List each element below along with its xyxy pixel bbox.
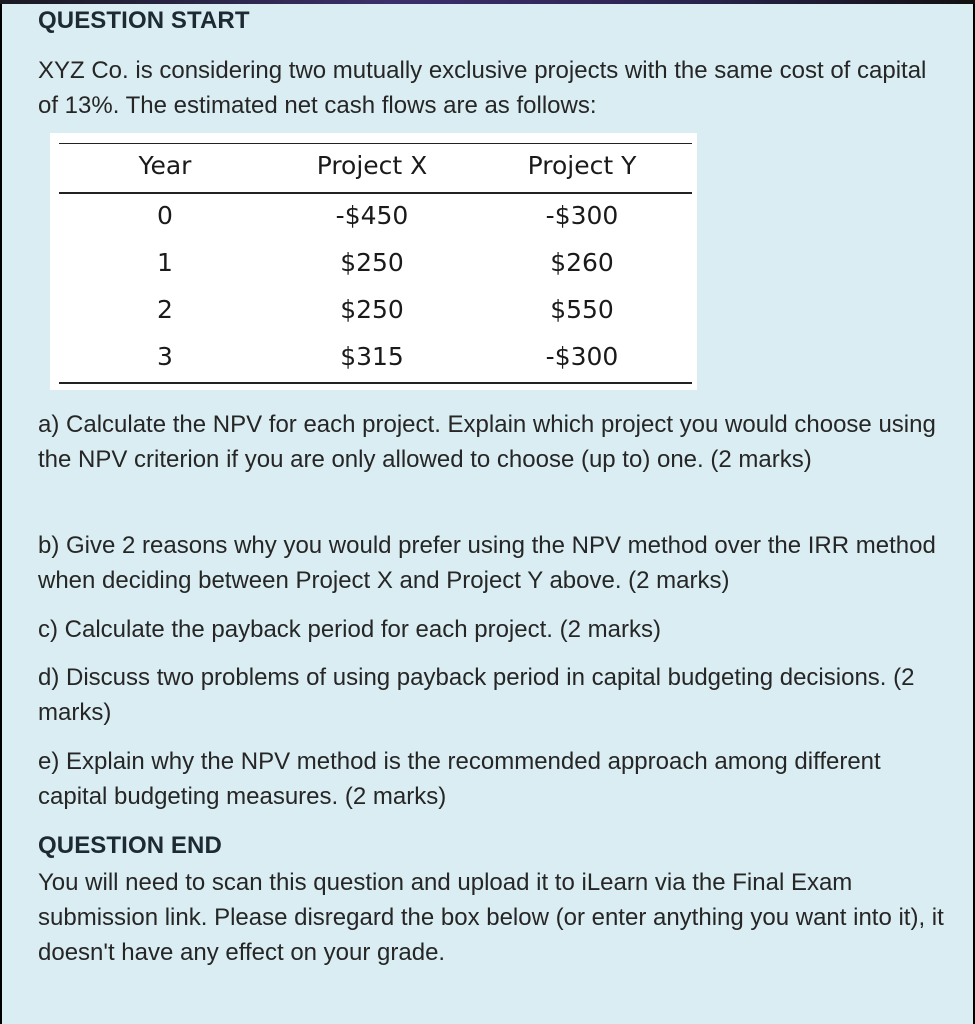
intro-text: XYZ Co. is considering two mutually exclusive projects with the same cost of capital of 13%. The estimated net cash flows are as follows: [38, 57, 927, 119]
table-cell-year: 1 [157, 248, 173, 277]
table-cell-project-x: -$450 [335, 201, 409, 230]
table-cell-year: 0 [157, 201, 173, 230]
question-d: d) Discuss two problems of using payback period in capital budgeting decisions. (2 marks) [38, 664, 915, 726]
question-a: a) Calculate the NPV for each project. Explain which project you would choose using the NPV criterion if you are only allowed to choose (up to) one. (2 marks) [38, 411, 936, 473]
table-header-rule [59, 192, 692, 194]
table-cell-project-y: -$300 [545, 201, 619, 230]
upload-instructions: You will need to scan this question and upload it to iLearn via the Final Exam submission link. Please disregard the box below (or enter anything you want into it), it doesn't have any effect on your grade. [38, 869, 944, 966]
cash-flow-table [50, 133, 697, 390]
table-cell-project-x: $250 [340, 248, 404, 277]
question-start-heading: QUESTION START [38, 7, 250, 34]
question-b: b) Give 2 reasons why you would prefer using the NPV method over the IRR method when deciding between Project X and Project Y above. (2 marks) [38, 532, 936, 594]
table-cell-year: 2 [157, 295, 173, 324]
table-bottom-rule [59, 382, 692, 384]
table-cell-project-y: $260 [550, 248, 614, 277]
table-cell-project-y: -$300 [545, 342, 619, 371]
table-cell-project-x: $315 [340, 342, 404, 371]
question-end-heading: QUESTION END [38, 832, 222, 859]
table-top-rule [59, 143, 692, 144]
table-header-project-y: Project Y [527, 151, 637, 180]
table-cell-project-x: $250 [340, 295, 404, 324]
table-cell-project-y: $550 [550, 295, 614, 324]
question-panel [2, 4, 973, 1024]
question-c: c) Calculate the payback period for each project. (2 marks) [38, 616, 661, 643]
question-e: e) Explain why the NPV method is the recommended approach among different capital budgeting measures. (2 marks) [38, 748, 881, 810]
table-cell-year: 3 [157, 342, 173, 371]
table-header-year: Year [138, 151, 192, 180]
table-header-project-x: Project X [316, 151, 428, 180]
